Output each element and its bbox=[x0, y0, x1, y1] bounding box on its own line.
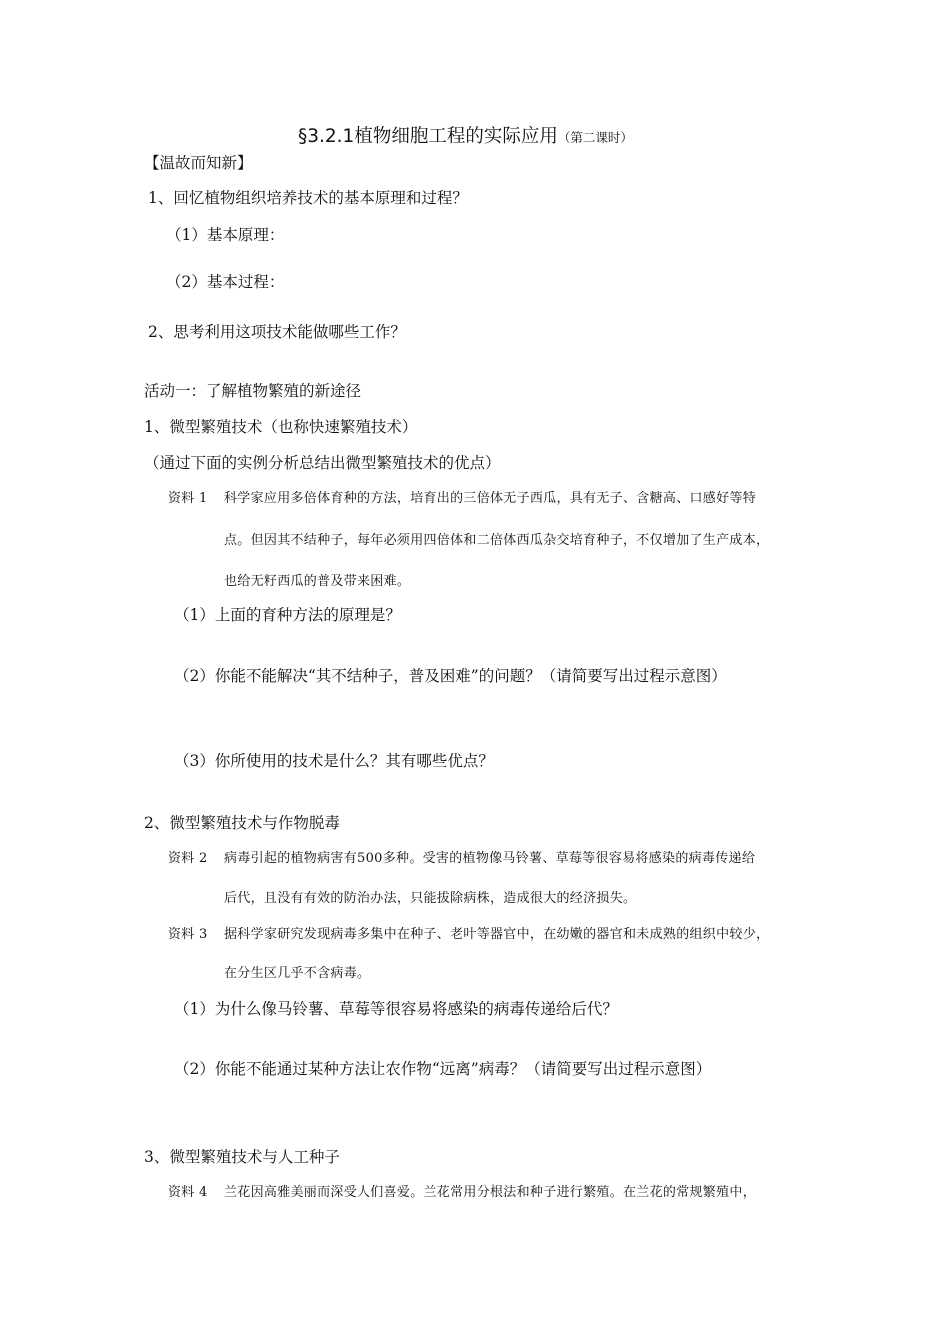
material-2-line: 后代，且没有有效的防治办法，只能拔除病株，造成很大的经济损失。 bbox=[224, 891, 637, 906]
material-1-line: 点。但因其不结种子，每年必须用四倍体和二倍体西瓜杂交培育种子，不仅增加了生产成本， bbox=[224, 533, 770, 548]
material-3-line: 在分生区几乎不含病毒。 bbox=[224, 966, 371, 981]
material-1-line: 科学家应用多倍体育种的方法，培育出的三倍体无子西瓜，具有无子、含糖高、口感好等特 bbox=[224, 491, 757, 506]
activity-heading: 活动一：了解植物繁殖的新途径 bbox=[144, 382, 362, 400]
section-1-question-2: （2）你能不能解决“其不结种子，普及困难”的问题？（请简要写出过程示意图） bbox=[174, 667, 727, 685]
section-1-title: 1、微型繁殖技术（也称快速繁殖技术） bbox=[144, 418, 418, 436]
material-4-label: 资料 4 bbox=[168, 1185, 208, 1200]
section-2-title: 2、微型繁殖技术与作物脱毒 bbox=[144, 814, 340, 832]
material-1-label: 资料 1 bbox=[168, 491, 208, 506]
review-heading: 【温故而知新】 bbox=[144, 154, 253, 172]
section-3-title: 3、微型繁殖技术与人工种子 bbox=[144, 1148, 340, 1166]
material-2-line: 病毒引起的植物病害有500多种。受害的植物像马铃薯、草莓等很容易将感染的病毒传递给 bbox=[224, 851, 756, 866]
page-title bbox=[298, 126, 633, 148]
material-4-line: 兰花因高雅美丽而深受人们喜爱。兰花常用分根法和种子进行繁殖。在兰花的常规繁殖中， bbox=[224, 1185, 757, 1200]
material-3-label: 资料 3 bbox=[168, 927, 208, 942]
material-2-label: 资料 2 bbox=[168, 851, 208, 866]
title-main: §3.2.1植物细胞工程的实际应用 bbox=[298, 126, 558, 147]
review-question-1: 1、回忆植物组织培养技术的基本原理和过程？ bbox=[148, 189, 468, 207]
section-1-question-3: （3）你所使用的技术是什么？其有哪些优点？ bbox=[174, 752, 494, 770]
review-question-1a: （1）基本原理： bbox=[166, 226, 285, 244]
section-2-question-2: （2）你能不能通过某种方法让农作物“远离”病毒？（请简要写出过程示意图） bbox=[174, 1060, 712, 1078]
section-1-note: （通过下面的实例分析总结出微型繁殖技术的优点） bbox=[144, 454, 501, 472]
review-question-2: 2、思考利用这项技术能做哪些工作？ bbox=[148, 323, 406, 341]
review-question-1b: （2）基本过程： bbox=[166, 273, 285, 291]
material-1-line: 也给无籽西瓜的普及带来困难。 bbox=[224, 574, 411, 589]
section-2-question-1: （1）为什么像马铃薯、草莓等很容易将感染的病毒传递给后代？ bbox=[174, 1000, 618, 1018]
material-3-line: 据科学家研究发现病毒多集中在种子、老叶等器官中，在幼嫩的器官和未成熟的组织中较少， bbox=[224, 927, 770, 942]
section-1-question-1: （1）上面的育种方法的原理是？ bbox=[174, 606, 401, 624]
title-sub: （第二课时） bbox=[557, 130, 633, 145]
